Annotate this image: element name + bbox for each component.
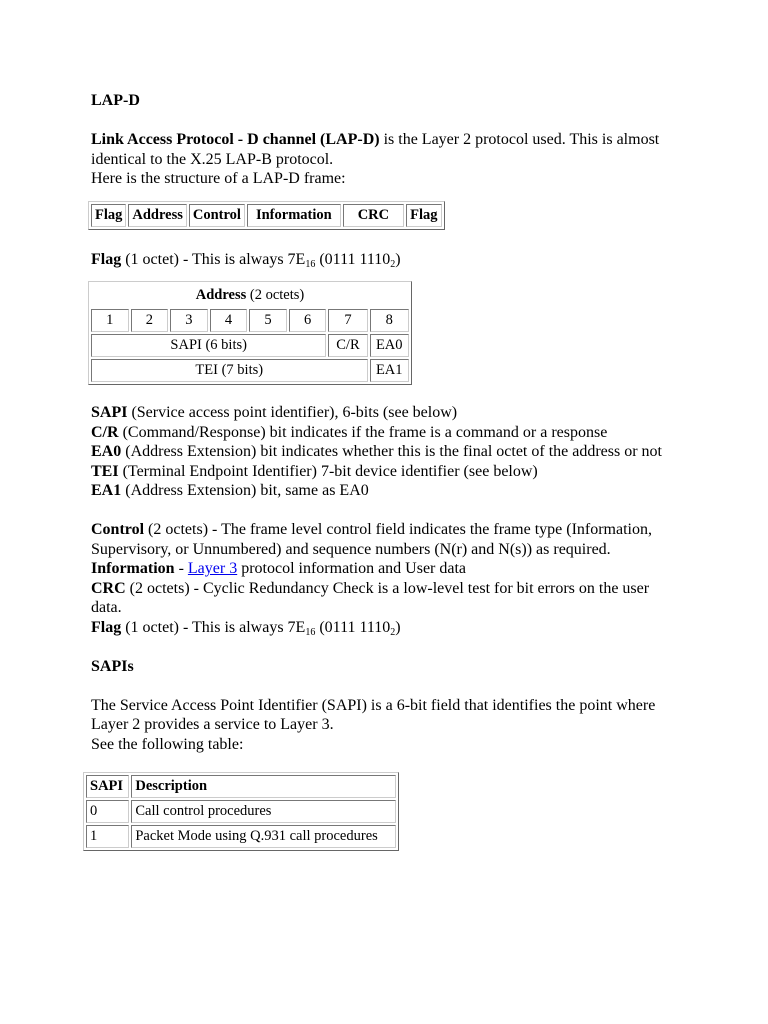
- sapi-table: [83, 772, 399, 851]
- bit-cell: 4: [210, 309, 248, 332]
- frame-cell-flag-end: Flag: [406, 204, 441, 227]
- ea0-bit-cell: EA0: [370, 334, 409, 357]
- sapi-see-table: See the following table:: [91, 735, 244, 753]
- control-description: Control (2 octets) - The frame level control field indicates the frame type (Information, Supervisory, or Unnumbered) and sequence numbers (N(r) and N(s)) as required.: [91, 521, 652, 558]
- bit-cell: 2: [131, 309, 169, 332]
- bit-cell: 3: [170, 309, 208, 332]
- address-table-title: Address (2 octets): [195, 287, 305, 303]
- frame-structure-table: [88, 201, 445, 230]
- definition-tei: TEI (Terminal Endpoint Identifier) 7-bit device identifier (see below): [91, 462, 538, 480]
- frame-cell-control: Control: [189, 204, 245, 227]
- bit-cell: 6: [289, 309, 327, 332]
- crc-description: CRC (2 octets) - Cyclic Redundancy Check is a low-level test for bit errors on the user data.: [91, 579, 650, 616]
- definition-cr: C/R (Command/Response) bit indicates if the frame is a command or a response: [91, 423, 608, 441]
- frame-cell-information: Information: [247, 204, 341, 227]
- flag-description: Flag (1 octet) - This is always $7E_{16}$ (0111 $1110_2$): [91, 250, 401, 270]
- document-page: [91, 91, 681, 851]
- intro-text: is the Layer 2 protocol used. This is almost identical to the X.25 LAP-B protocol.: [91, 131, 660, 168]
- sapi-table-header-sapi: SAPI: [86, 775, 129, 798]
- bit-cell: 5: [249, 309, 287, 332]
- address-field-table: [88, 281, 412, 385]
- layer-3-link[interactable]: Layer 3: [187, 560, 238, 577]
- flag-description-2: Flag (1 octet) - This is always $7E_{16}$ (0111 $1110_2$): [91, 618, 401, 638]
- bit-cell: 8: [370, 309, 409, 332]
- table-row: [86, 800, 396, 823]
- frame-cell-crc: CRC: [343, 204, 404, 227]
- frame-cell-flag: Flag: [91, 204, 126, 227]
- intro-term: Link Access Protocol - D channel (LAP-D): [91, 131, 380, 148]
- ea1-bit-cell: EA1: [370, 359, 409, 382]
- sapi-bits-cell: SAPI (6 bits): [91, 334, 326, 357]
- information-description: Information - Layer 3 protocol information and User data: [91, 560, 467, 577]
- definition-ea0: EA0 (Address Extension) bit indicates whether this is the final octet of the address or not: [91, 443, 662, 460]
- definition-sapi: SAPI (Service access point identifier), 6-bits (see below): [91, 404, 458, 421]
- sapi-intro: The Service Access Point Identifier (SAPI) is a 6-bit field that identifies the point where Layer 2 provides a service to Layer 3.: [91, 696, 656, 733]
- cr-bit-cell: C/R: [328, 334, 367, 357]
- definition-ea1: EA1 (Address Extension) bit, same as EA0: [91, 482, 369, 499]
- tei-bits-cell: TEI (7 bits): [91, 359, 368, 382]
- bit-cell: 7: [328, 309, 367, 332]
- sapi-description-cell: Packet Mode using Q.931 call procedures: [131, 825, 396, 848]
- sapi-value-cell: 0: [86, 800, 129, 823]
- bit-cell: 1: [91, 309, 129, 332]
- sapi-table-header-description: Description: [131, 775, 396, 798]
- page-heading: LAP-D: [91, 92, 140, 109]
- sapi-value-cell: 1: [86, 825, 129, 848]
- frame-cell-address: Address: [128, 204, 187, 227]
- table-row: [86, 825, 396, 848]
- intro-line2: Here is the structure of a LAP-D frame:: [91, 170, 346, 187]
- intro-paragraph: [91, 130, 681, 169]
- sapi-description-cell: Call control procedures: [131, 800, 396, 823]
- sapis-heading: SAPIs: [91, 657, 134, 675]
